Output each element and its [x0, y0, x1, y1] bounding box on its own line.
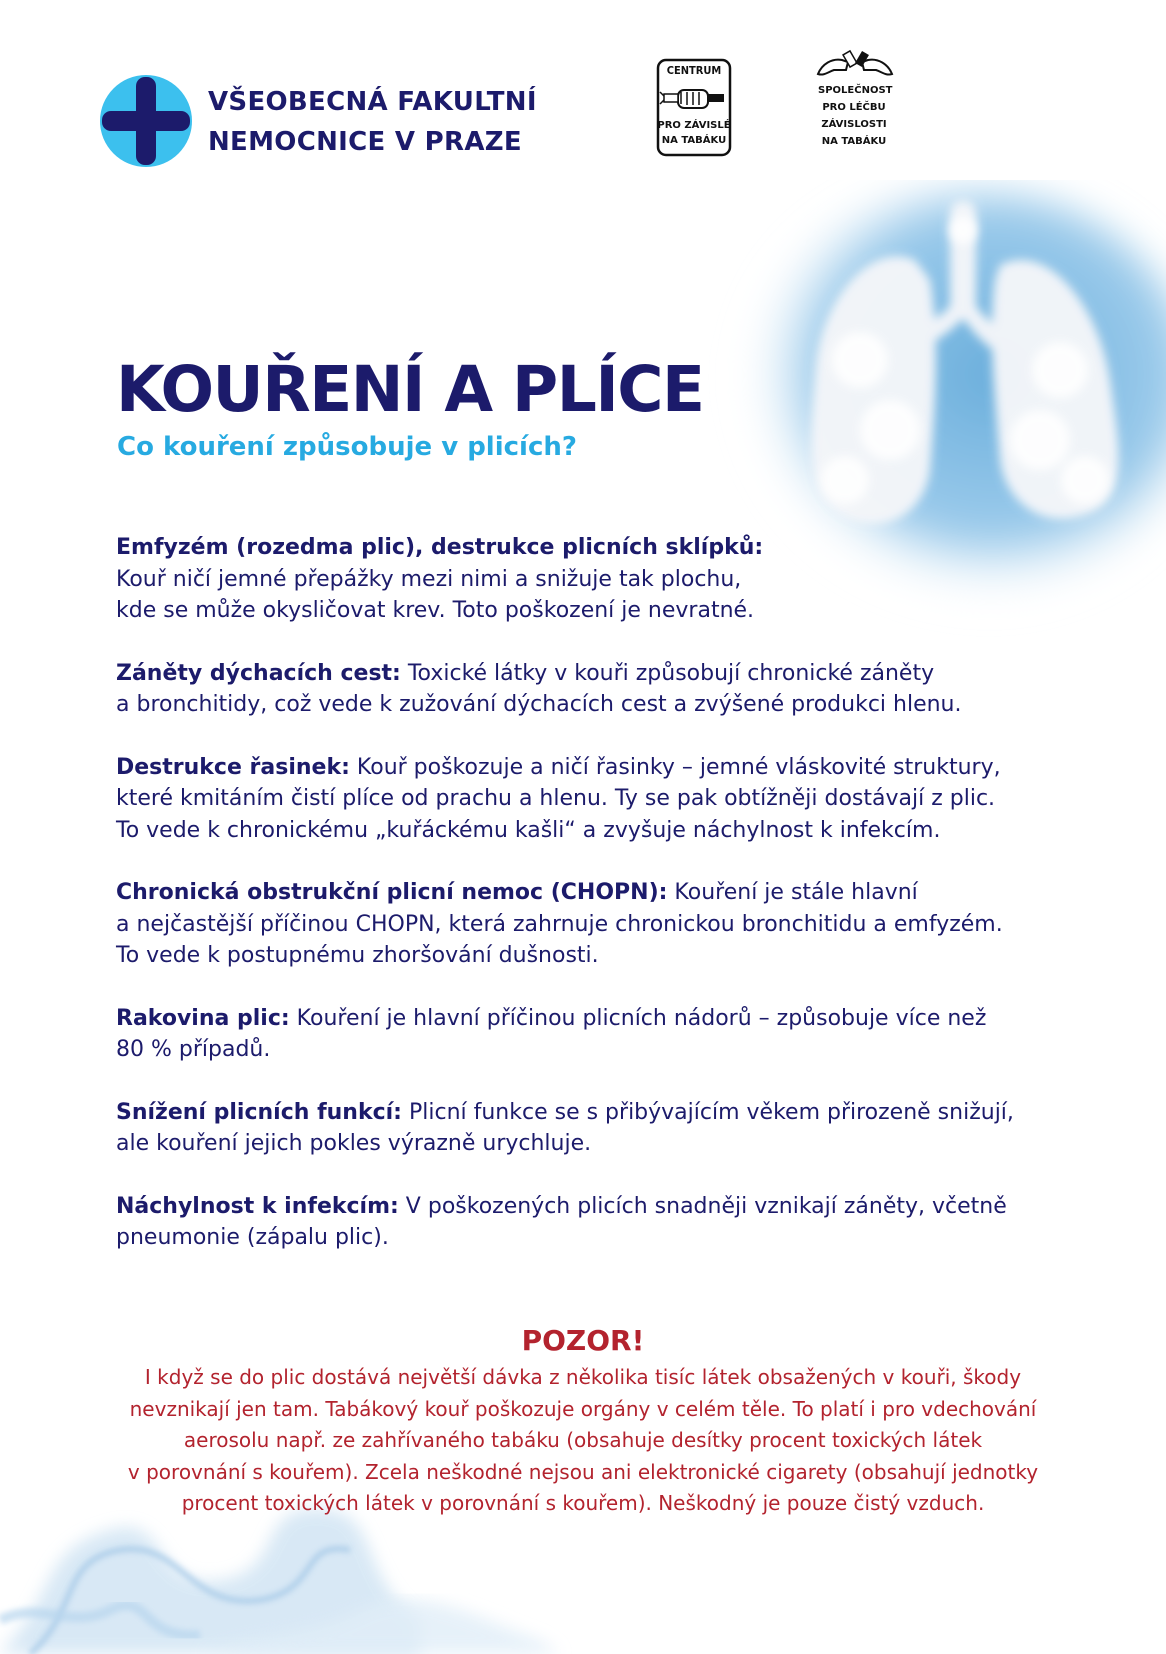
section-line [116, 1003, 1056, 1035]
centrum-logo-subtitle [656, 118, 732, 148]
section-text: Kouření je stále hlavní [667, 880, 918, 905]
warning-line: nevznikají jen tam. Tabákový kouř poškozuje orgány v celém těle. To platí i pro vdechování [129, 1396, 1037, 1421]
section-line [116, 1191, 1056, 1223]
spolecnost-logo [812, 44, 898, 156]
section-text: Toxické látky v kouři způsobují chronické záněty [400, 660, 935, 686]
content-section [116, 1097, 1056, 1160]
section-heading: Chronická obstrukční plicní nemoc (CHOPN): [116, 880, 668, 905]
section-heading: Záněty dýchacích cest: [116, 660, 401, 686]
hospital-name [208, 82, 537, 162]
page-subtitle: Co kouření způsobuje v plicích? [117, 432, 577, 462]
warning-line: v porovnání s kouřem). Zcela neškodné nejsou ani elektronické cigarety (obsahují jednotky [127, 1459, 1039, 1484]
content-section [116, 1003, 1056, 1066]
section-heading: Rakovina plic: [116, 1005, 290, 1031]
section-line [116, 595, 1056, 627]
warning-title: POZOR! [521, 1324, 645, 1357]
section-text: ale kouření jejich pokles výrazně urychluje. [116, 1131, 592, 1156]
section-heading: Destrukce řasinek: [116, 754, 350, 780]
spolecnost-line-2: PRO LÉČBU [822, 102, 886, 113]
centrum-logo-subtitle-line-2: NA TABÁKU [661, 135, 727, 146]
spolecnost-line-4: NA TABÁKU [821, 136, 887, 147]
section-heading: Snížení plicních funkcí: [116, 1099, 402, 1125]
section-line [116, 877, 1056, 909]
section-line [116, 1097, 1056, 1129]
section-line [116, 532, 1056, 564]
centrum-logo [656, 58, 732, 157]
warning-text [100, 1362, 1066, 1520]
section-text: Kouř ničí jemné přepážky mezi nimi a snižuje tak plochu, [116, 566, 742, 592]
section-line [116, 1222, 1056, 1254]
page-title: KOUŘENÍ A PLÍCE [116, 353, 704, 426]
section-text: To vede k postupnému zhoršování dušnosti. [116, 943, 599, 968]
centrum-logo-title: CENTRUM [666, 64, 722, 77]
section-text: Kouř poškozuje a ničí řasinky – jemné vláskovité struktury, [349, 754, 1001, 780]
section-heading: Emfyzém (rozedma plic), destrukce plicních sklípků: [116, 535, 764, 560]
content-section [116, 1191, 1056, 1254]
warning-line: aerosolu např. ze zahřívaného tabáku (obsahuje desítky procent toxických látek [183, 1428, 983, 1452]
section-text: Kouření je hlavní příčinou plicních nádorů – způsobuje více než [289, 1005, 987, 1031]
section-line [116, 689, 1056, 721]
section-line [116, 658, 1056, 690]
hospital-name-line-1: VŠEOBECNÁ FAKULTNÍ [208, 87, 537, 117]
warning-line: I když se do plic dostává největší dávka z několika tisíc látek obsažených v kouři, škody [144, 1365, 1022, 1389]
content-section [116, 532, 1056, 627]
warning-line: procent toxických látek v porovnání s kouřem). Neškodný je pouze čistý vzduch. [181, 1491, 985, 1515]
section-line [116, 909, 1056, 941]
section-text: 80 % případů. [116, 1037, 271, 1062]
spolecnost-line-1: SPOLEČNOST [818, 85, 893, 96]
section-line [116, 752, 1056, 784]
section-text: kde se může okysličovat krev. Toto poškození je nevratné. [116, 598, 755, 623]
hospital-name-line-2: NEMOCNICE V PRAZE [208, 127, 522, 157]
section-heading: Náchylnost k infekcím: [116, 1193, 399, 1219]
content-section [116, 752, 1056, 847]
content-section [116, 877, 1056, 972]
section-text: a bronchitidy, což vede k zužování dýchacích cest a zvýšené produkci hlenu. [116, 692, 962, 717]
section-text: a nejčastější příčinou CHOPN, která zahrnuje chronickou bronchitidu a emfyzém. [116, 911, 1003, 937]
broken-cigarette-hands-icon [812, 44, 898, 82]
spolecnost-logo-text [818, 82, 893, 150]
section-line [116, 815, 1056, 847]
section-line [116, 564, 1056, 596]
section-text: V poškozených plicích snadněji vznikají záněty, včetně [398, 1193, 1007, 1219]
content-section [116, 658, 1056, 721]
warning-box [100, 1320, 1066, 1520]
content-sections [116, 532, 1056, 1285]
section-line [116, 783, 1056, 815]
section-line [116, 940, 1056, 972]
section-line [116, 1034, 1056, 1066]
section-line [116, 1128, 1056, 1160]
section-text: pneumonie (zápalu plic). [116, 1225, 389, 1250]
section-text: Plicní funkce se s přibývajícím věkem přirozeně snižují, [401, 1099, 1014, 1125]
spolecnost-line-3: ZÁVISLOSTI [821, 119, 887, 130]
section-text: To vede k chronickému „kuřáckému kašli“ a zvyšuje náchylnost k infekcím. [116, 817, 941, 843]
hospital-cross-logo [100, 75, 192, 167]
centrum-logo-subtitle-line-1: PRO ZÁVISLÉ [657, 120, 731, 131]
section-text: které kmitáním čistí plíce od prachu a hlenu. Ty se pak obtížněji dostávají z plic. [116, 786, 996, 811]
